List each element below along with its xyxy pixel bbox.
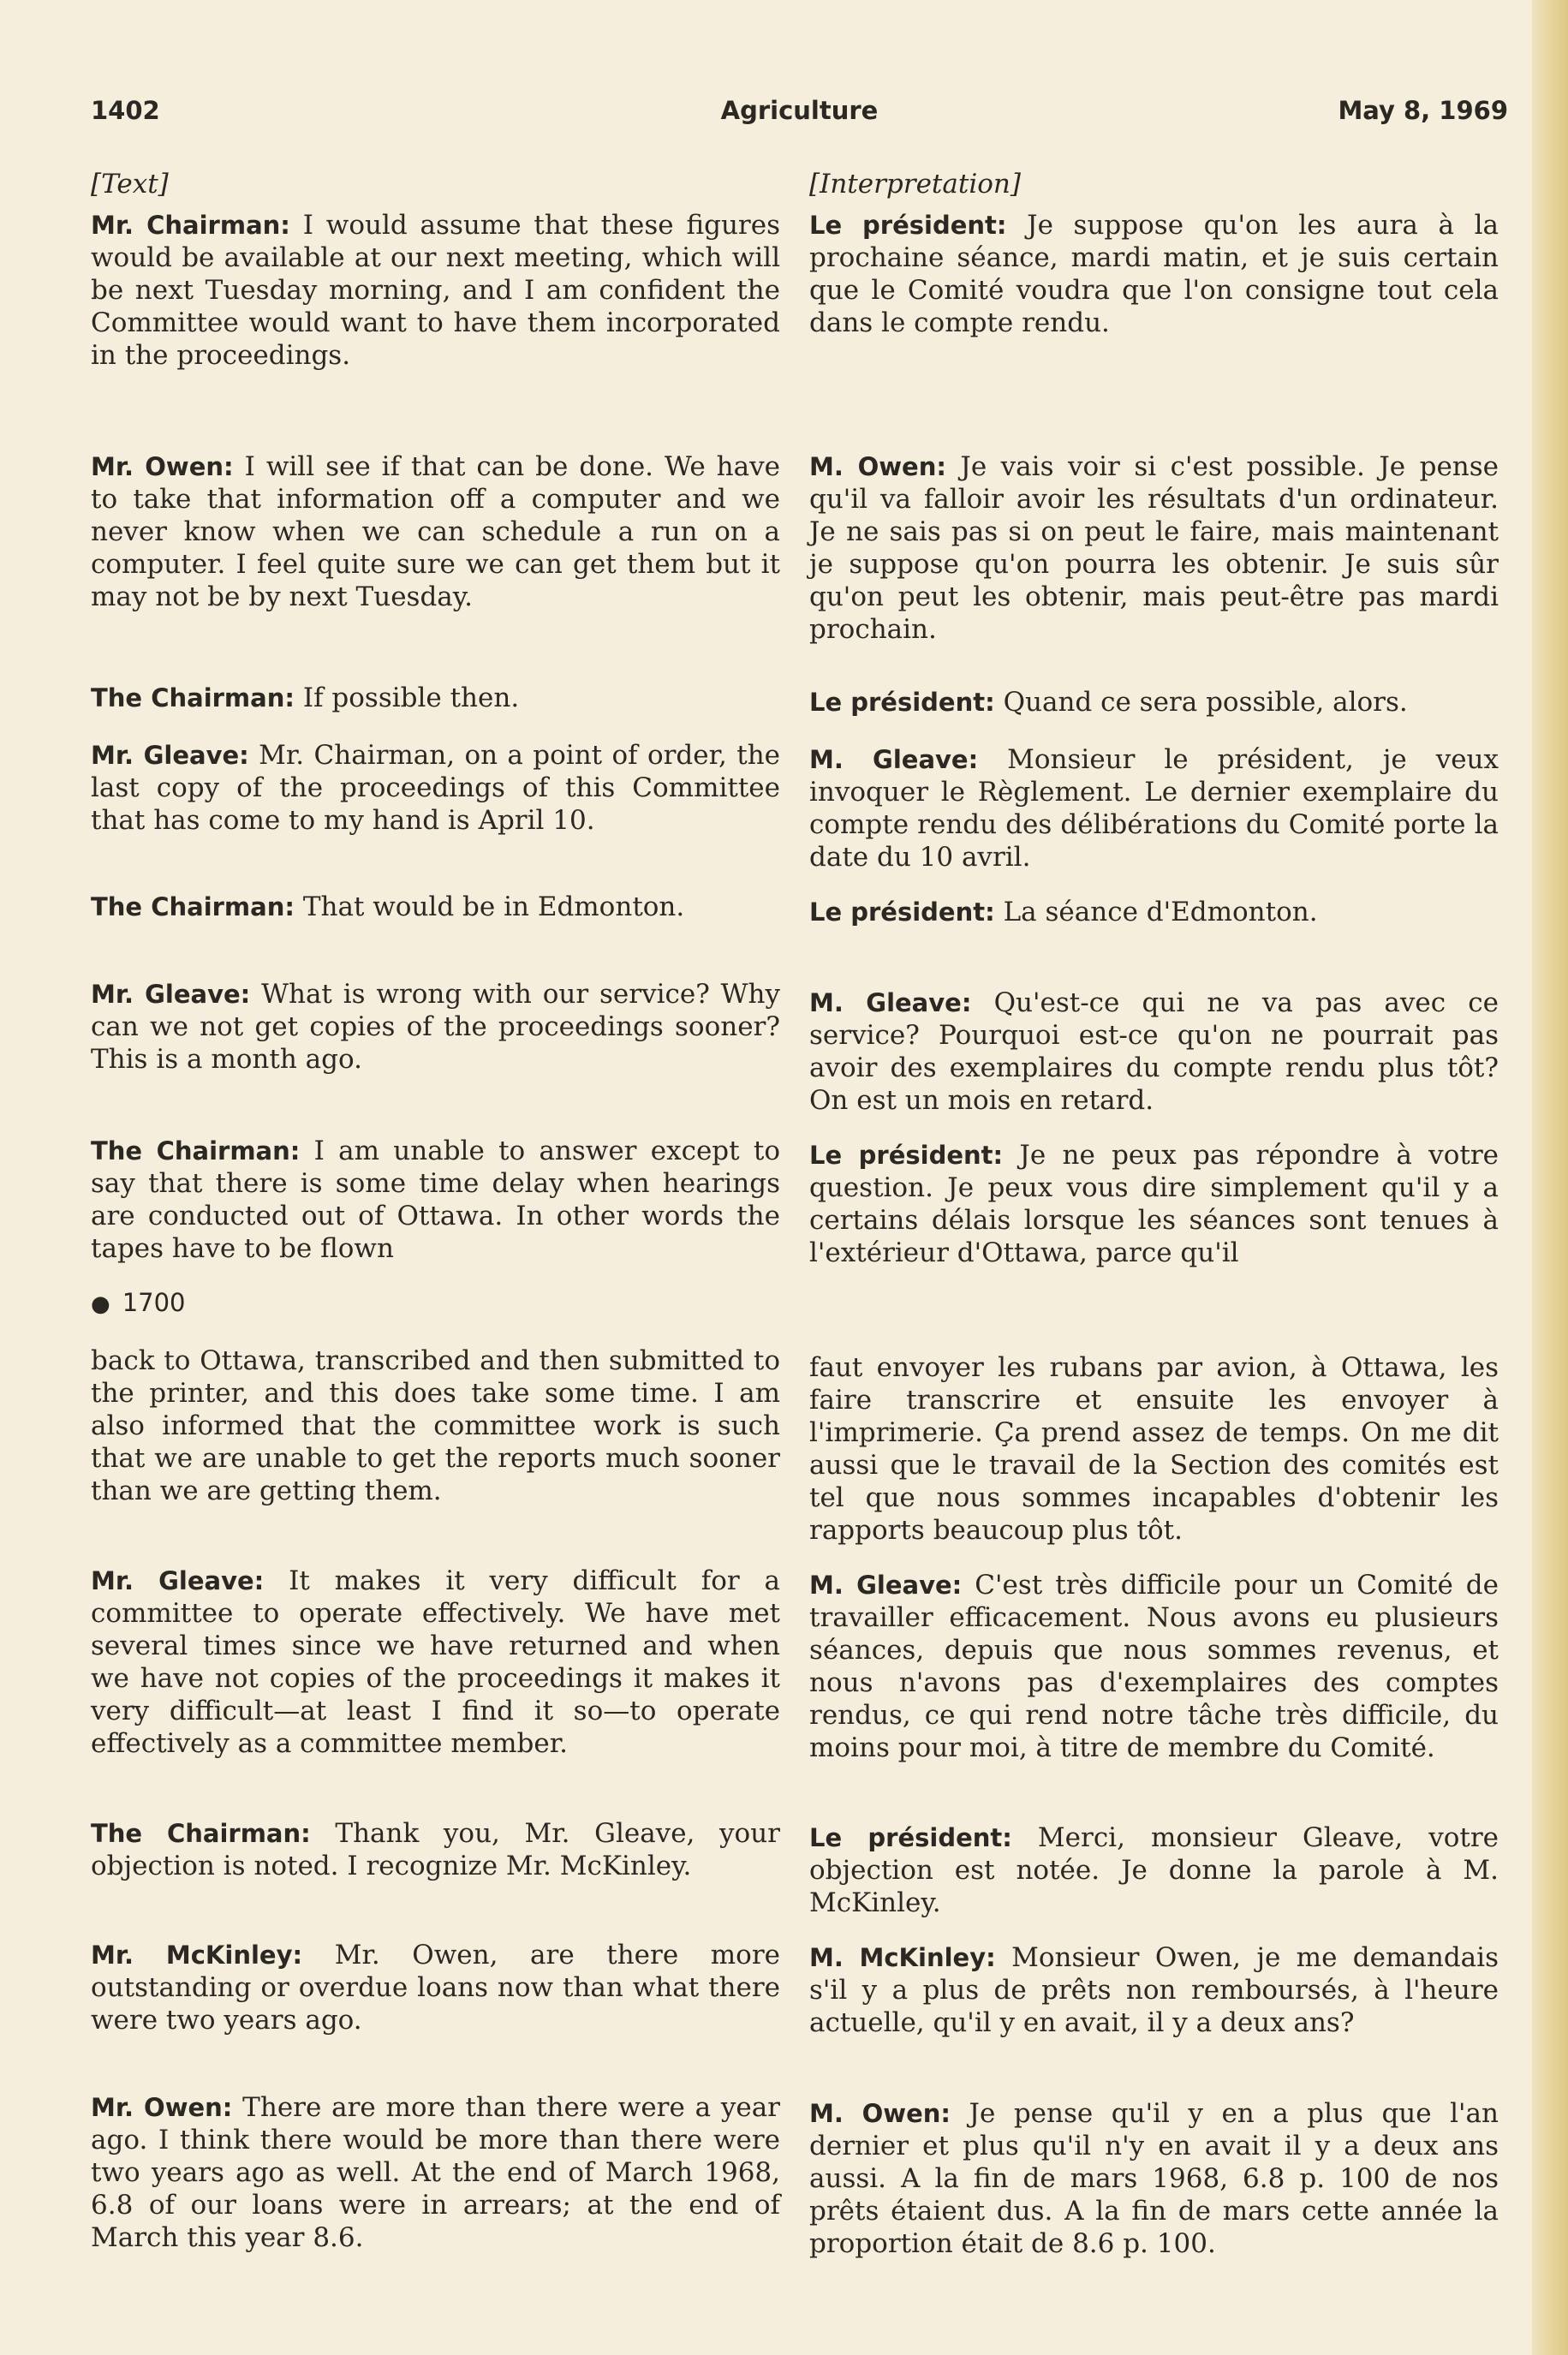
speaker-name: Le président: xyxy=(809,1823,1012,1852)
timestamp-text: 1700 xyxy=(122,1288,186,1317)
speaker-name: Le président: xyxy=(809,897,995,927)
speech-entry xyxy=(91,682,780,714)
speech-entry xyxy=(91,739,780,837)
speech-text: Je suppose qu'on les aura à la prochaine séance, mardi matin, et je suis certain que le Comité voudra que l'on consigne tout cela dans le compte rendu. xyxy=(809,210,1499,338)
speech-text: C'est très difficile pour un Comité de travailler efficacement. Nous avons eu plusieurs séances, depuis que nous sommes revenus, et nous n'avons pas d'exemplaires des comptes rendus, ce qui rend notre tâche très difficile, du moins pour moi, à titre de membre du Comité. xyxy=(809,1570,1499,1763)
speaker-name: Mr. Owen: xyxy=(91,452,234,481)
speaker-name: The Chairman: xyxy=(91,1136,301,1166)
speech-text: It makes it very difficult for a committee to operate effectively. We have met several times since we have returned and when we have not copies of the proceedings it makes it very difficult—at least I find it so—to operate effectively as a committee member. xyxy=(91,1565,780,1759)
speaker-name: Le président: xyxy=(809,211,1007,240)
speaker-name: Mr. Gleave: xyxy=(91,741,249,770)
speech-entry xyxy=(809,1569,1499,1764)
speech-entry xyxy=(809,1941,1499,2039)
speech-continuation xyxy=(809,1351,1499,1547)
speaker-name: Mr. Gleave: xyxy=(91,1566,265,1595)
speech-entry xyxy=(809,209,1499,339)
speech-entry xyxy=(91,891,780,923)
speech-text: There are more than there were a year ago. I think there would be more than there were two years ago as well. At the end of March 1968, 6.8 of our loans were in arrears; at the end of March this year 8.6. xyxy=(91,2092,780,2253)
speech-text: I will see if that can be done. We have to take that information off a computer and we never know when we can schedule a run on a computer. I feel quite sure we can get them but it may not be by next Tuesday. xyxy=(91,451,780,612)
bullet-icon: ● xyxy=(91,1291,110,1317)
speech-text: Je pense qu'il y en a plus que l'an dernier et plus qu'il n'y en avait il y a deux ans aussi. A la fin de mars 1968, 6.8 p. 100 de nos prêts étaient dus. A la fin de mars cette année la proportion était de 8.6 p. 100. xyxy=(809,2098,1499,2259)
lang-note-text: [Text] xyxy=(91,169,169,200)
speech-entry xyxy=(91,1565,780,1760)
speech-continuation xyxy=(91,1344,780,1507)
speech-entry xyxy=(809,450,1499,646)
speaker-name: M. McKinley: xyxy=(809,1943,996,1972)
speaker-name: M. Gleave: xyxy=(809,988,972,1017)
speech-text: Je vais voir si c'est possible. Je pense qu'il va falloir avoir les résultats d'un ordinateur. Je ne sais pas si on peut le faire, mais maintenant je suppose qu'on pourra les obtenir. Je suis sûr qu'on peut les obtenir, mais peut-être pas mardi prochain. xyxy=(809,451,1499,645)
speaker-name: M. Owen: xyxy=(809,452,946,481)
speaker-name: Le président: xyxy=(809,688,995,717)
speech-entry xyxy=(91,1135,780,1265)
speaker-name: The Chairman: xyxy=(91,683,295,712)
speech-text: I would assume that these figures would be available at our next meeting, which will be next Tuesday morning, and I am confident the Committee would want to have them incorporated in the proceedings. xyxy=(91,210,781,371)
speaker-name: Mr. McKinley: xyxy=(91,1941,303,1970)
speech-text: faut envoyer les rubans par avion, à Ottawa, les faire transcrire et ensuite les envoyer à l'imprimerie. Ça prend assez de temps. On me dit aussi que le travail de la Section des comités est tel que nous sommes incapables d'obtenir les rapports beaucoup plus tôt. xyxy=(809,1352,1499,1546)
speech-entry xyxy=(809,686,1499,718)
speaker-name: The Chairman: xyxy=(91,892,295,921)
speech-text: What is wrong with our service? Why can we not get copies of the proceedings sooner? This is a month ago. xyxy=(91,979,780,1075)
speech-text: If possible then. xyxy=(302,683,520,713)
speech-entry xyxy=(91,1817,780,1882)
speech-entry xyxy=(809,1821,1499,1919)
speech-entry xyxy=(809,2097,1499,2260)
speech-entry xyxy=(809,896,1499,928)
speech-text: La séance d'Edmonton. xyxy=(1003,897,1318,927)
speech-text: Qu'est-ce qui ne va pas avec ce service? Pourquoi est-ce qu'on ne pourrait pas avoir des exemplaires du compte rendu plus tôt? On est un mois en retard. xyxy=(809,987,1499,1116)
speaker-name: Mr. Gleave: xyxy=(91,980,251,1009)
speaker-name: The Chairman: xyxy=(91,1819,311,1848)
speech-entry xyxy=(809,987,1499,1117)
speaker-name: Mr. Owen: xyxy=(91,2093,233,2122)
lang-note-text: [Interpretation] xyxy=(809,169,1021,200)
speech-text: Mr. Owen, are there more outstanding or overdue loans now than what there were two years ago. xyxy=(91,1940,781,2036)
header-date: May 8, 1969 xyxy=(1338,96,1508,125)
speech-text: back to Ottawa, transcribed and then submitted to the printer, and this does take some time. I am also informed that the committee work is such that we are unable to get the reports much sooner than we are getting them. xyxy=(91,1345,780,1506)
speech-text: Merci, monsieur Gleave, votre objection est notée. Je donne la parole à M. McKinley. xyxy=(809,1822,1499,1918)
lang-note xyxy=(91,168,780,200)
speaker-name: M. Gleave: xyxy=(809,1571,963,1600)
timestamp-marker xyxy=(91,1286,780,1321)
speech-text: Mr. Chairman, on a point of order, the last copy of the proceedings of this Committee that has come to my hand is April 10. xyxy=(91,740,781,836)
speech-text: I am unable to answer except to say that there is some time delay when hearings are conducted out of Ottawa. In other words the tapes have to be flown xyxy=(91,1136,780,1264)
speech-entry xyxy=(809,743,1499,873)
speaker-name: Mr. Chairman: xyxy=(91,211,290,240)
speech-text: Je ne peux pas répondre à votre question. Je peux vous dire simplement qu'il y a certains délais lorsque les séances sont tenues à l'extérieur d'Ottawa, parce qu'il xyxy=(809,1140,1499,1268)
speech-text: Monsieur Owen, je me demandais s'il y a plus de prêts non remboursés, à l'heure actuelle, qu'il y en avait, il y a deux ans? xyxy=(809,1942,1499,2038)
speech-entry xyxy=(91,450,780,613)
page-edge xyxy=(1532,0,1568,2355)
speaker-name: M. Owen: xyxy=(809,2099,951,2128)
speech-text: Thank you, Mr. Gleave, your objection is noted. I recognize Mr. McKinley. xyxy=(91,1818,780,1881)
section-title: Agriculture xyxy=(720,96,879,125)
lang-note xyxy=(809,168,1499,200)
speaker-name: Le président: xyxy=(809,1141,1004,1170)
speaker-name: M. Gleave: xyxy=(809,745,979,774)
speech-text: Monsieur le président, je veux invoquer le Règlement. Le dernier exemplaire du compte rendu des délibérations du Comité porte la date du 10 avril. xyxy=(809,744,1499,873)
speech-entry xyxy=(809,1139,1499,1269)
speech-entry xyxy=(91,1939,780,2036)
speech-text: Quand ce sera possible, alors. xyxy=(1003,687,1408,718)
speech-entry xyxy=(91,2091,780,2254)
speech-text: That would be in Edmonton. xyxy=(302,891,685,922)
page-header xyxy=(91,96,1508,130)
speech-entry xyxy=(91,978,780,1076)
page-number: 1402 xyxy=(91,96,160,125)
speech-entry xyxy=(91,209,780,372)
